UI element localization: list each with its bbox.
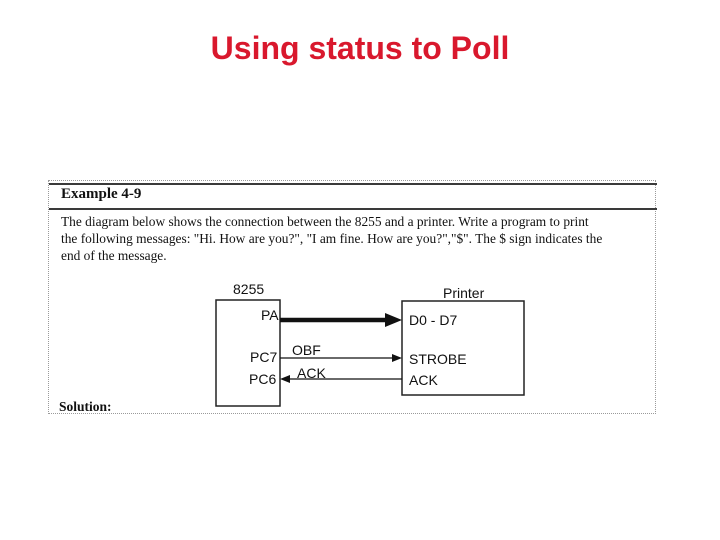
obf-arrowhead [392, 354, 402, 362]
chip-pin-pc6: PC6 [249, 371, 277, 387]
connection-diagram [49, 181, 657, 415]
slide-title: Using status to Poll [210, 30, 510, 66]
pa-bus-arrowhead [385, 313, 402, 327]
paragraph-line: the following messages: "Hi. How are you?", "I am fine. How are you?","$". The $ sign indicates the [61, 231, 603, 246]
paragraph-line: The diagram below shows the connection between the 8255 and a printer. Write a program to print [61, 214, 589, 229]
signal-obf-label: OBF [292, 342, 321, 358]
ack-arrowhead [280, 375, 290, 383]
printer-label: Printer [443, 285, 485, 301]
paragraph-line: end of the message. [61, 248, 167, 263]
printer-pin-ack: ACK [409, 372, 438, 388]
example-heading: Example 4-9 [61, 186, 142, 202]
solution-label: Solution: [59, 399, 112, 414]
signal-ack-label: ACK [297, 365, 326, 381]
chip-pin-pc7: PC7 [250, 349, 278, 365]
scanned-example-figure [48, 180, 656, 414]
printer-pin-strobe: STROBE [409, 351, 467, 367]
chip-pin-pa: PA [261, 307, 279, 323]
chip-8255-label: 8255 [233, 281, 265, 297]
printer-pin-d0-d7: D0 - D7 [409, 312, 458, 328]
